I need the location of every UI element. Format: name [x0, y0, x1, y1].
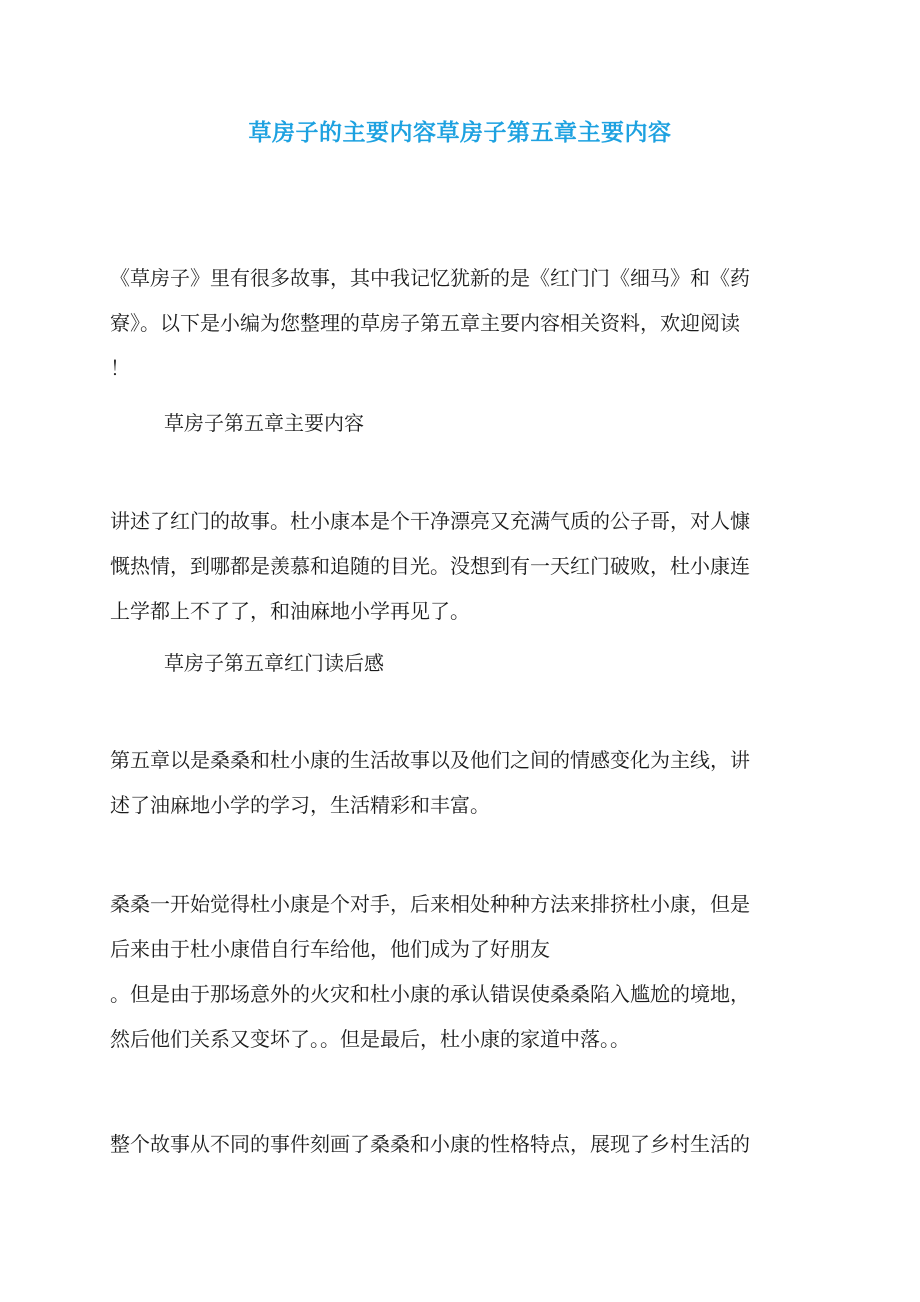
document-title: 草房子的主要内容草房子第五章主要内容	[248, 120, 672, 146]
paragraph-line: 第五章以是桑桑和杜小康的生活故事以及他们之间的情感变化为主线，讲	[110, 748, 750, 772]
section1-paragraph	[110, 499, 806, 634]
section2-paragraph-3	[110, 1122, 806, 1167]
intro-paragraph	[110, 256, 806, 391]
paragraph-line: 后来由于杜小康借自行车给他，他们成为了好朋友	[110, 937, 550, 961]
section-heading-main-content: 草房子第五章主要内容	[164, 411, 364, 435]
section-heading-reflection: 草房子第五章红门读后感	[164, 651, 384, 675]
paragraph-line: 《草房子》里有很多故事，其中我记忆犹新的是《红门门《细马》和《药	[110, 266, 750, 290]
section2-paragraph-1	[110, 738, 806, 828]
section2-paragraph-2	[110, 882, 806, 1062]
paragraph-line: 讲述了红门的故事。杜小康本是个干净漂亮又充满气质的公子哥，对人慷	[110, 509, 750, 533]
paragraph-line: 寮》。以下是小编为您整理的草房子第五章主要内容相关资料，欢迎阅读	[110, 311, 740, 335]
paragraph-line: ！	[110, 356, 130, 380]
paragraph-line: 述了油麻地小学的学习，生活精彩和丰富。	[110, 793, 490, 817]
paragraph-line: 桑桑一开始觉得杜小康是个对手，后来相处种种方法来排挤杜小康，但是	[110, 892, 750, 916]
paragraph-line: 整个故事从不同的事件刻画了桑桑和小康的性格特点，展现了乡村生活的	[110, 1132, 750, 1156]
paragraph-line: 。但是由于那场意外的火灾和杜小康的承认错误使桑桑陷入尴尬的境地，	[110, 982, 750, 1006]
paragraph-line: 上学都上不了了，和油麻地小学再见了。	[110, 599, 470, 623]
paragraph-line: 慨热情，到哪都是羡慕和追随的目光。没想到有一天红门破败，杜小康连	[110, 554, 750, 578]
paragraph-line: 然后他们关系又变坏了。。但是最后，杜小康的家道中落。。	[110, 1027, 630, 1051]
